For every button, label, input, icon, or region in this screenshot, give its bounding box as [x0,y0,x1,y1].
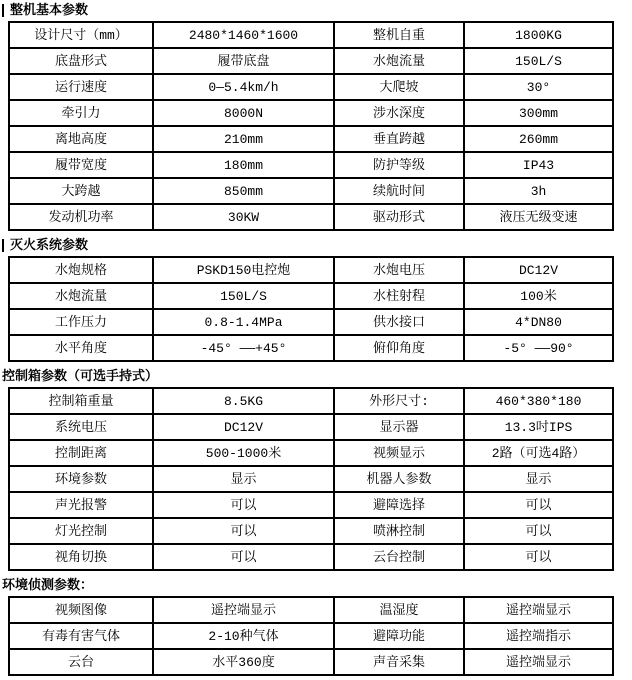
param-label-cell: 垂直跨越 [334,126,464,152]
table-row [9,126,613,152]
param-label-cell: 视角切换 [9,544,153,570]
spec-section [0,237,632,362]
param-label-cell: 水平角度 [9,335,153,361]
param-value-cell: 300mm [464,100,613,126]
param-label-cell: 声光报警 [9,492,153,518]
param-value-cell: 0.8-1.4MPa [153,309,334,335]
param-label-cell: 设计尺寸（mm） [9,22,153,48]
param-value-cell: -45° ——+45° [153,335,334,361]
table-row [9,466,613,492]
section-title-text: 控制箱参数（可选手持式） [2,368,159,383]
spec-table [8,21,614,231]
param-value-cell: 30° [464,74,613,100]
param-value-cell: 遥控端显示 [464,597,613,623]
table-row [9,492,613,518]
param-value-cell: 0—5.4km/h [153,74,334,100]
table-row [9,152,613,178]
param-value-cell: 4*DN80 [464,309,613,335]
section-title-bar [2,239,4,252]
table-row [9,440,613,466]
table-row [9,623,613,649]
param-label-cell: 水炮流量 [9,283,153,309]
table-row [9,48,613,74]
spec-section [0,2,632,231]
param-value-cell: 2480*1460*1600 [153,22,334,48]
param-label-cell: 续航时间 [334,178,464,204]
spec-table [8,387,614,571]
table-row [9,309,613,335]
param-label-cell: 底盘形式 [9,48,153,74]
param-value-cell: 8.5KG [153,388,334,414]
param-value-cell: 可以 [464,544,613,570]
param-value-cell: 显示 [153,466,334,492]
param-value-cell: 150L/S [153,283,334,309]
param-value-cell: 遥控端显示 [153,597,334,623]
param-value-cell: 显示 [464,466,613,492]
param-label-cell: 系统电压 [9,414,153,440]
param-value-cell: 850mm [153,178,334,204]
param-label-cell: 喷淋控制 [334,518,464,544]
param-value-cell: 可以 [153,544,334,570]
table-row [9,257,613,283]
param-label-cell: 视频显示 [334,440,464,466]
param-value-cell: PSKD150电控炮 [153,257,334,283]
param-value-cell: 1800KG [464,22,613,48]
table-row [9,178,613,204]
param-label-cell: 俯仰角度 [334,335,464,361]
param-label-cell: 显示器 [334,414,464,440]
param-value-cell: 13.3吋IPS [464,414,613,440]
param-value-cell: 100米 [464,283,613,309]
table-row [9,335,613,361]
spec-table [8,596,614,676]
spec-section [0,577,632,676]
table-row [9,204,613,230]
table-row [9,100,613,126]
param-value-cell: IP43 [464,152,613,178]
table-row [9,22,613,48]
param-label-cell: 温湿度 [334,597,464,623]
param-label-cell: 大爬坡 [334,74,464,100]
param-value-cell: 可以 [153,492,334,518]
spec-table [8,256,614,362]
param-label-cell: 云台 [9,649,153,675]
spec-section [0,368,632,571]
param-value-cell: 可以 [464,492,613,518]
section-title [2,577,632,593]
param-label-cell: 驱动形式 [334,204,464,230]
param-label-cell: 视频图像 [9,597,153,623]
param-value-cell: 2-10种气体 [153,623,334,649]
section-title-text: 环境侦测参数： [2,577,94,592]
param-value-cell: 180mm [153,152,334,178]
param-value-cell: 遥控端指示 [464,623,613,649]
param-value-cell: 可以 [153,518,334,544]
param-label-cell: 大跨越 [9,178,153,204]
table-row [9,388,613,414]
param-label-cell: 水炮规格 [9,257,153,283]
table-row [9,649,613,675]
table-row [9,544,613,570]
param-value-cell: 30KW [153,204,334,230]
param-value-cell: 2路（可选4路） [464,440,613,466]
section-title-bar [2,4,4,17]
param-label-cell: 涉水深度 [334,100,464,126]
param-label-cell: 水炮流量 [334,48,464,74]
param-value-cell: 水平360度 [153,649,334,675]
param-label-cell: 水柱射程 [334,283,464,309]
param-value-cell: 260mm [464,126,613,152]
param-label-cell: 工作压力 [9,309,153,335]
table-row [9,74,613,100]
table-row [9,283,613,309]
param-label-cell: 整机自重 [334,22,464,48]
param-value-cell: DC12V [464,257,613,283]
param-value-cell: 履带底盘 [153,48,334,74]
param-label-cell: 避障选择 [334,492,464,518]
param-label-cell: 声音采集 [334,649,464,675]
param-value-cell: 3h [464,178,613,204]
param-label-cell: 牵引力 [9,100,153,126]
table-row [9,597,613,623]
param-value-cell: -5° ——90° [464,335,613,361]
table-row [9,518,613,544]
param-label-cell: 环境参数 [9,466,153,492]
param-label-cell: 供水接口 [334,309,464,335]
param-value-cell: 210mm [153,126,334,152]
param-label-cell: 避障功能 [334,623,464,649]
param-label-cell: 防护等级 [334,152,464,178]
section-title [2,237,632,253]
param-value-cell: 150L/S [464,48,613,74]
param-label-cell: 发动机功率 [9,204,153,230]
param-value-cell: 可以 [464,518,613,544]
param-label-cell: 控制箱重量 [9,388,153,414]
param-value-cell: 460*380*180 [464,388,613,414]
param-label-cell: 离地高度 [9,126,153,152]
param-label-cell: 灯光控制 [9,518,153,544]
param-label-cell: 云台控制 [334,544,464,570]
param-label-cell: 外形尺寸: [334,388,464,414]
param-label-cell: 机器人参数 [334,466,464,492]
param-label-cell: 水炮电压 [334,257,464,283]
param-value-cell: DC12V [153,414,334,440]
param-label-cell: 履带宽度 [9,152,153,178]
section-title [2,2,632,18]
param-label-cell: 运行速度 [9,74,153,100]
section-title [2,368,632,384]
param-value-cell: 遥控端显示 [464,649,613,675]
table-row [9,414,613,440]
param-value-cell: 500-1000米 [153,440,334,466]
section-title-text: 灭火系统参数 [10,237,89,252]
param-value-cell: 8000N [153,100,334,126]
param-label-cell: 有毒有害气体 [9,623,153,649]
param-value-cell: 液压无级变速 [464,204,613,230]
param-label-cell: 控制距离 [9,440,153,466]
section-title-text: 整机基本参数 [10,2,89,17]
